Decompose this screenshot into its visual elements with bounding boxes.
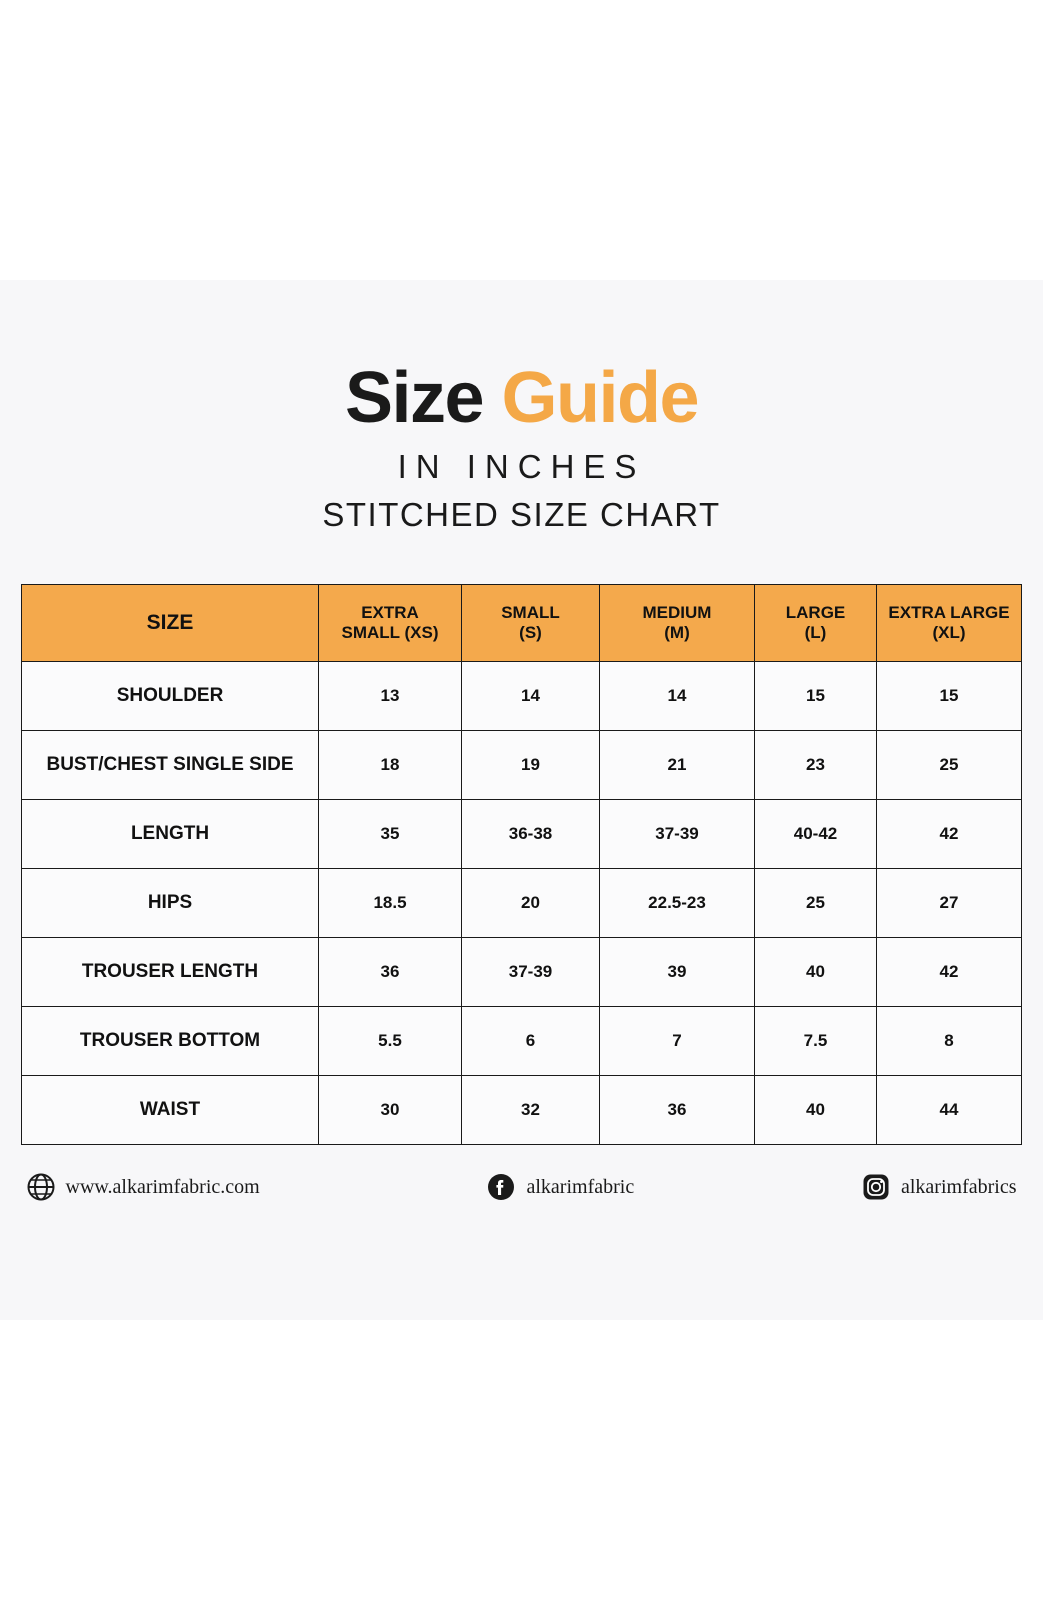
header-cell-xs: EXTRA SMALL (XS) xyxy=(319,585,462,662)
row-label: BUST/CHEST SINGLE SIDE xyxy=(22,731,319,800)
cell-value: 18 xyxy=(319,731,462,800)
globe-icon xyxy=(27,1173,55,1201)
facebook-icon xyxy=(487,1173,515,1201)
cell-value: 32 xyxy=(462,1076,600,1145)
cell-value: 21 xyxy=(600,731,755,800)
footer-instagram-label: alkarimfabrics xyxy=(901,1175,1017,1198)
page-title-part-guide: Guide xyxy=(501,358,699,438)
table-row xyxy=(22,1076,1022,1145)
cell-value: 6 xyxy=(462,1007,600,1076)
table-header-row xyxy=(22,585,1022,662)
cell-value: 19 xyxy=(462,731,600,800)
table-row xyxy=(22,938,1022,1007)
row-label: WAIST xyxy=(22,1076,319,1145)
cell-value: 40 xyxy=(755,938,877,1007)
row-label: LENGTH xyxy=(22,800,319,869)
cell-value: 15 xyxy=(877,662,1022,731)
cell-value: 30 xyxy=(319,1076,462,1145)
cell-value: 37-39 xyxy=(462,938,600,1007)
footer-website[interactable] xyxy=(27,1173,260,1201)
cell-value: 15 xyxy=(755,662,877,731)
table-header xyxy=(22,585,1022,662)
row-label: HIPS xyxy=(22,869,319,938)
cell-value: 5.5 xyxy=(319,1007,462,1076)
cell-value: 7.5 xyxy=(755,1007,877,1076)
table-body xyxy=(22,662,1022,1145)
cell-value: 27 xyxy=(877,869,1022,938)
table-row xyxy=(22,1007,1022,1076)
cell-value: 36 xyxy=(319,938,462,1007)
cell-value: 22.5-23 xyxy=(600,869,755,938)
footer-instagram[interactable] xyxy=(862,1173,1017,1201)
header-cell-s: SMALL (S) xyxy=(462,585,600,662)
header-cell-size: SIZE xyxy=(22,585,319,662)
header-cell-xl: EXTRA LARGE (XL) xyxy=(877,585,1022,662)
row-label: SHOULDER xyxy=(22,662,319,731)
cell-value: 35 xyxy=(319,800,462,869)
footer xyxy=(27,1173,1017,1201)
footer-website-label: www.alkarimfabric.com xyxy=(65,1175,260,1198)
cell-value: 25 xyxy=(877,731,1022,800)
table-row xyxy=(22,869,1022,938)
cell-value: 37-39 xyxy=(600,800,755,869)
row-label: TROUSER BOTTOM xyxy=(22,1007,319,1076)
cell-value: 18.5 xyxy=(319,869,462,938)
cell-value: 36 xyxy=(600,1076,755,1145)
table-row xyxy=(22,731,1022,800)
cell-value: 40 xyxy=(755,1076,877,1145)
cell-value: 42 xyxy=(877,800,1022,869)
cell-value: 8 xyxy=(877,1007,1022,1076)
cell-value: 25 xyxy=(755,869,877,938)
instagram-icon xyxy=(862,1173,890,1201)
header-cell-m: MEDIUM (M) xyxy=(600,585,755,662)
size-chart-table xyxy=(21,584,1022,1145)
cell-value: 23 xyxy=(755,731,877,800)
cell-value: 7 xyxy=(600,1007,755,1076)
subtitle-units: IN INCHES xyxy=(397,448,646,485)
subtitle-chart-type: STITCHED SIZE CHART xyxy=(322,496,721,533)
cell-value: 13 xyxy=(319,662,462,731)
table-row xyxy=(22,662,1022,731)
header-cell-l: LARGE (L) xyxy=(755,585,877,662)
footer-facebook[interactable] xyxy=(487,1173,634,1201)
size-guide-card xyxy=(0,280,1043,1320)
cell-value: 14 xyxy=(600,662,755,731)
cell-value: 40-42 xyxy=(755,800,877,869)
cell-value: 36-38 xyxy=(462,800,600,869)
cell-value: 44 xyxy=(877,1076,1022,1145)
cell-value: 39 xyxy=(600,938,755,1007)
cell-value: 14 xyxy=(462,662,600,731)
cell-value: 42 xyxy=(877,938,1022,1007)
cell-value: 20 xyxy=(462,869,600,938)
footer-facebook-label: alkarimfabric xyxy=(526,1175,635,1198)
page-title-part-size: Size xyxy=(344,358,484,438)
row-label: TROUSER LENGTH xyxy=(22,938,319,1007)
table-row xyxy=(22,800,1022,869)
title-block xyxy=(0,280,1043,534)
page-title xyxy=(0,358,1043,438)
